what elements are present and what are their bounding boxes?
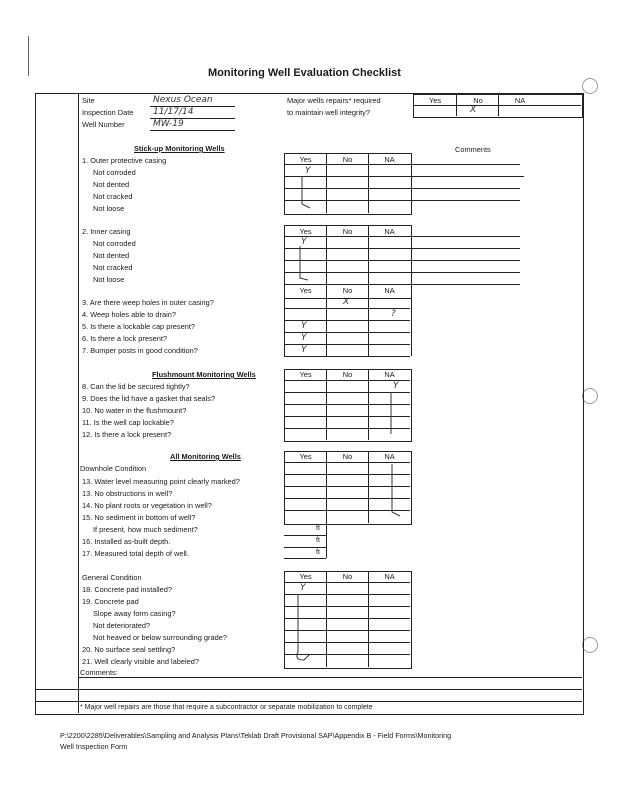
stickup-heading: Stick-up Monitoring Wells bbox=[134, 144, 225, 153]
general-item-19b: Not deteriorated? bbox=[93, 621, 151, 630]
general-item-18: 18. Concrete pad installed? bbox=[82, 585, 172, 594]
inner-item-1: 2. Inner casing bbox=[82, 227, 131, 236]
handwritten-arrow bbox=[384, 390, 400, 438]
general-item-19a: Slope away form casing? bbox=[93, 609, 176, 618]
inner-item-3: Not dented bbox=[93, 251, 130, 260]
handwritten-arrow bbox=[296, 174, 316, 212]
flush-heading: Flushmount Monitoring Wells bbox=[152, 370, 256, 379]
form-title: Monitoring Well Evaluation Checklist bbox=[208, 67, 401, 79]
q3-no-mark: X bbox=[343, 297, 350, 307]
ft-unit: ft bbox=[316, 537, 320, 544]
file-path-line-2: Well Inspection Form bbox=[60, 742, 128, 751]
flush-item-8: 8. Can the lid be secured tightly? bbox=[82, 382, 190, 391]
all-item-15: 15. No sediment in bottom of well? bbox=[82, 513, 196, 522]
misc-item-4: 4. Weep holes able to drain? bbox=[82, 310, 176, 319]
well-number-label: Well Number bbox=[82, 120, 125, 129]
repair-question: Major wells repairs* required bbox=[287, 96, 381, 105]
repair-question-2: to maintain well integrity? bbox=[287, 108, 370, 117]
comments-heading: Comments bbox=[455, 145, 491, 154]
q6-yes-mark: Y bbox=[301, 333, 307, 343]
repair-no-mark: X bbox=[470, 105, 477, 115]
q18-yes-mark: Y bbox=[300, 583, 306, 593]
handwritten-arrow bbox=[288, 592, 316, 664]
downhole-heading: Downhole Condition bbox=[80, 464, 147, 473]
handwritten-arrow bbox=[294, 244, 314, 284]
stickup-item-3: Not dented bbox=[93, 180, 130, 189]
all-heading: All Monitoring Wells bbox=[170, 452, 241, 461]
punch-hole bbox=[582, 78, 598, 94]
misc-item-3: 3. Are there weep holes in outer casing? bbox=[82, 298, 214, 307]
flush-item-10: 10. No water in the flushmount? bbox=[82, 406, 187, 415]
general-item-19c: Not heaved or below surrounding grade? bbox=[93, 633, 227, 642]
stickup-item-4: Not cracked bbox=[93, 192, 133, 201]
ft-unit: ft bbox=[316, 525, 320, 532]
general-heading: General Condition bbox=[82, 573, 142, 582]
repair-yes-header: Yes bbox=[428, 96, 442, 105]
all-item-17: 17. Measured total depth of well. bbox=[82, 549, 189, 558]
all-item-13b: 13. No obstructions in well? bbox=[82, 489, 173, 498]
repair-na-header: NA bbox=[514, 96, 526, 105]
stickup-yes-mark: Y bbox=[305, 166, 311, 176]
inner-item-4: Not cracked bbox=[93, 263, 133, 272]
punch-hole bbox=[582, 637, 598, 653]
q4-na-mark: ? bbox=[391, 309, 396, 319]
repair-no-header: No bbox=[473, 96, 483, 105]
misc-item-5: 5. Is there a lockable cap present? bbox=[82, 322, 195, 331]
inner-item-2: Not corroded bbox=[93, 239, 136, 248]
site-value: Nexus Ocean bbox=[153, 95, 213, 105]
q8-na-mark: Y bbox=[393, 381, 399, 391]
footnote: * Major well repairs are those that require a subcontractor or separate mobilization to complete bbox=[80, 704, 373, 711]
stickup-item-5: Not loose bbox=[93, 204, 125, 213]
q5-yes-mark: Y bbox=[301, 321, 307, 331]
date-value: 11/17/14 bbox=[153, 107, 194, 117]
inspection-date-label: Inspection Date bbox=[82, 108, 134, 117]
misc-item-7: 7. Bumper posts in good condition? bbox=[82, 346, 198, 355]
handwritten-arrow bbox=[386, 462, 406, 520]
file-path-line-1: P:\2200\2285\Deliverables\Sampling and Analysis Plans\Teklab Draft Provisional SAP\Appendix B - Field Forms\Monitoring bbox=[60, 731, 452, 740]
sediment-field bbox=[284, 523, 327, 558]
inner-item-5: Not loose bbox=[93, 275, 125, 284]
comments-bottom-label: Comments: bbox=[80, 668, 118, 677]
all-item-15b: If present, how much sediment? bbox=[93, 525, 198, 534]
all-item-13a: 13. Water level measuring point clearly marked? bbox=[82, 477, 240, 486]
flush-item-12: 12. Is there a lock present? bbox=[82, 430, 172, 439]
site-label: Site bbox=[82, 96, 95, 105]
q7-yes-mark: Y bbox=[301, 345, 307, 355]
flush-item-9: 9. Does the lid have a gasket that seals? bbox=[82, 394, 216, 403]
stickup-item-2: Not corroded bbox=[93, 168, 136, 177]
well-value: MW-19 bbox=[153, 119, 184, 129]
general-item-21: 21. Well clearly visible and labeled? bbox=[82, 657, 199, 666]
general-item-19: 19. Concrete pad bbox=[82, 597, 139, 606]
inner-yes-mark: Y bbox=[301, 237, 307, 247]
punch-hole bbox=[582, 388, 598, 404]
all-item-16: 16. Installed as-built depth. bbox=[82, 537, 171, 546]
general-item-20: 20. No surface seal settling? bbox=[82, 645, 176, 654]
flush-item-11: 11. Is the well cap lockable? bbox=[82, 418, 174, 427]
misc-item-6: 6. Is there a lock present? bbox=[82, 334, 168, 343]
all-item-14: 14. No plant roots or vegetation in well? bbox=[82, 501, 212, 510]
ft-unit: ft bbox=[316, 549, 320, 556]
stickup-item-1: 1. Outer protective casing bbox=[82, 156, 167, 165]
